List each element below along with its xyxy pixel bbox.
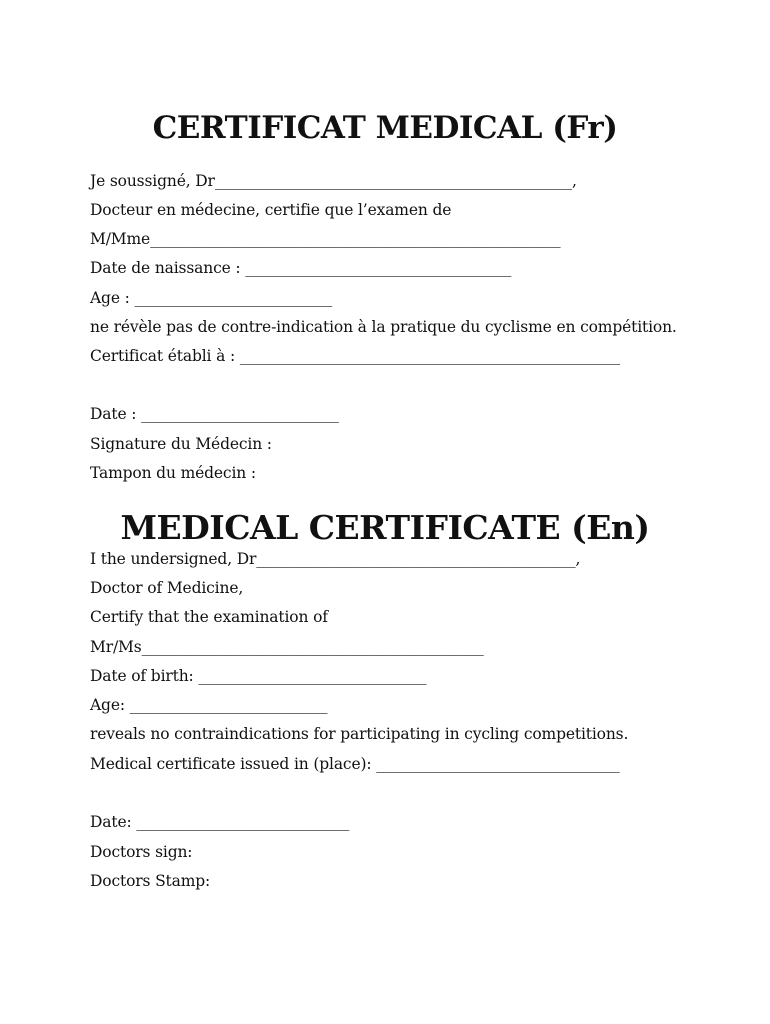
- fr-date-line: Date : __________________________: [90, 405, 339, 423]
- french-title: CERTIFICAT MEDICAL (Fr): [152, 110, 618, 146]
- fr-birthdate-line: Date de naissance : ___________________________________: [90, 259, 512, 277]
- en-date-line: Date: ____________________________: [90, 813, 350, 831]
- fr-doctor-line: Je soussigné, Dr_______________________________________________,: [90, 172, 577, 190]
- en-stamp-line: Doctors Stamp:: [90, 872, 211, 890]
- fr-age-line: Age : __________________________: [90, 289, 333, 307]
- en-signature-line: Doctors sign:: [90, 843, 193, 861]
- en-statement-line: reveals no contraindications for participating in cycling competitions.: [90, 725, 629, 743]
- en-profession-line: Doctor of Medicine,: [90, 579, 244, 597]
- fr-stamp-line: Tampon du médecin :: [90, 464, 256, 482]
- fr-patient-name-line: M/Mme______________________________________________________: [90, 230, 561, 248]
- en-certify-line: Certify that the examination of: [90, 608, 328, 626]
- en-doctor-line: I the undersigned, Dr__________________________________________,: [90, 550, 581, 568]
- fr-profession-line: Docteur en médecine, certifie que l’examen de: [90, 201, 452, 219]
- en-age-line: Age: __________________________: [90, 696, 328, 714]
- en-patient-name-line: Mr/Ms_____________________________________________: [90, 638, 484, 656]
- en-birthdate-line: Date of birth: ______________________________: [90, 667, 427, 685]
- fr-place-line: Certificat établi à : __________________________________________________: [90, 347, 620, 365]
- en-place-line: Medical certificate issued in (place): ________________________________: [90, 755, 620, 773]
- fr-statement-line: ne révèle pas de contre-indication à la pratique du cyclisme en compétition.: [90, 318, 677, 336]
- fr-signature-line: Signature du Médecin :: [90, 435, 272, 453]
- english-title: MEDICAL CERTIFICATE (En): [120, 508, 650, 547]
